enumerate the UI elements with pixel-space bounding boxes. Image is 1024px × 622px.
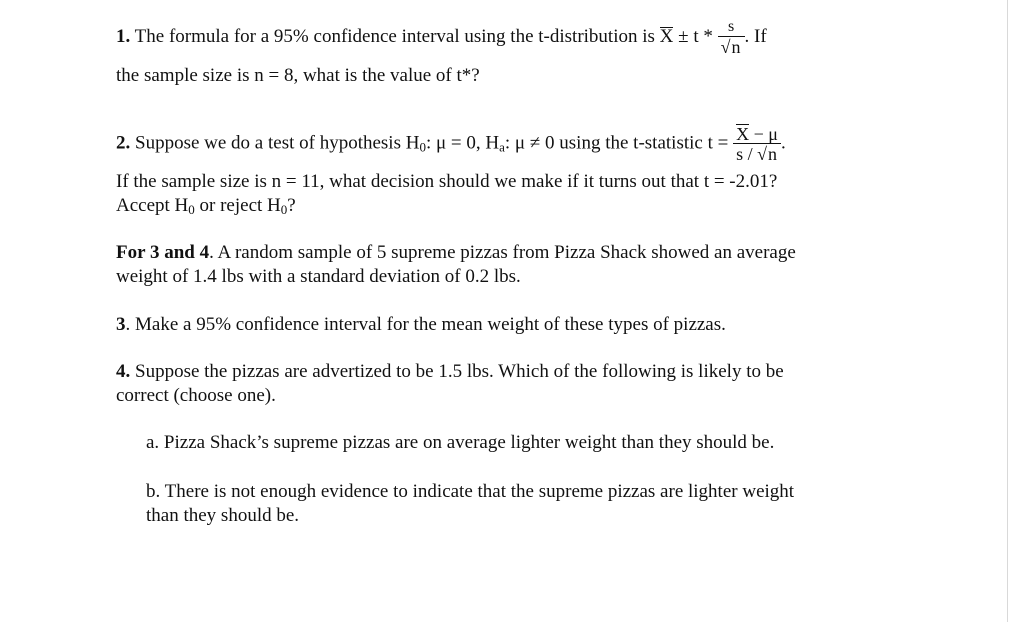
q2-number: 2.	[116, 132, 131, 154]
q4-option-b-line1: b. There is not enough evidence to indicate that the supreme pizzas are lighter weight	[146, 481, 795, 502]
q3-line: 3. Make a 95% confidence interval for the mean weight of these types of pizzas.	[116, 314, 726, 335]
q2-frac-denominator: s / √n	[733, 143, 781, 164]
q34-line2: weight of 1.4 lbs with a standard deviation of 0.2 lbs.	[116, 266, 521, 287]
q1-line2: the sample size is n = 8, what is the value of t*?	[116, 65, 480, 86]
q34-heading: For 3 and 4	[116, 242, 210, 263]
q1-text-end: . If	[744, 25, 767, 47]
q1-pm-t: ± t *	[678, 25, 713, 47]
q1-frac-numerator: s	[727, 18, 735, 35]
q4-line2: correct (choose one).	[116, 385, 276, 406]
q2-fraction	[733, 124, 781, 164]
page-edge	[1007, 0, 1008, 622]
q4-option-b-line2: than they should be.	[146, 505, 300, 526]
q1-number: 1.	[116, 25, 131, 47]
q1-xbar: X	[659, 25, 674, 47]
q4-number: 4.	[116, 361, 131, 382]
q4-option-a: a. Pizza Shack’s supreme pizzas are on average lighter weight than they should be.	[146, 432, 775, 453]
q1-fraction	[718, 18, 745, 57]
q1-text: The formula for a 95% confidence interval using the t-distribution is	[130, 25, 660, 47]
q34-line1: For 3 and 4. A random sample of 5 supreme pizzas from Pizza Shack showed an average	[116, 242, 796, 263]
sqrt-icon: √	[757, 144, 767, 164]
q2-line2: If the sample size is n = 11, what decision should we make if it turns out that t = -2.01?	[116, 171, 778, 192]
q2-line1: 2. Suppose we do a test of hypothesis $H_0$: μ = 0, $H_a$: μ ≠ 0 using the t-statistic t = $\frac{X - \mu}{s / √n}$ .	[116, 124, 786, 164]
q4-line1: 4. Suppose the pizzas are advertized to be 1.5 lbs. Which of the following is likely to be	[116, 361, 784, 382]
q2-frac-numerator: X − μ	[736, 124, 778, 144]
q1-frac-denominator: √n	[718, 36, 745, 57]
q1-line1	[116, 18, 767, 57]
sqrt-icon: √	[720, 37, 731, 57]
q2-line3: Accept $H_0$ or reject $H_0$?	[116, 195, 296, 217]
q3-number: 3	[116, 314, 126, 335]
